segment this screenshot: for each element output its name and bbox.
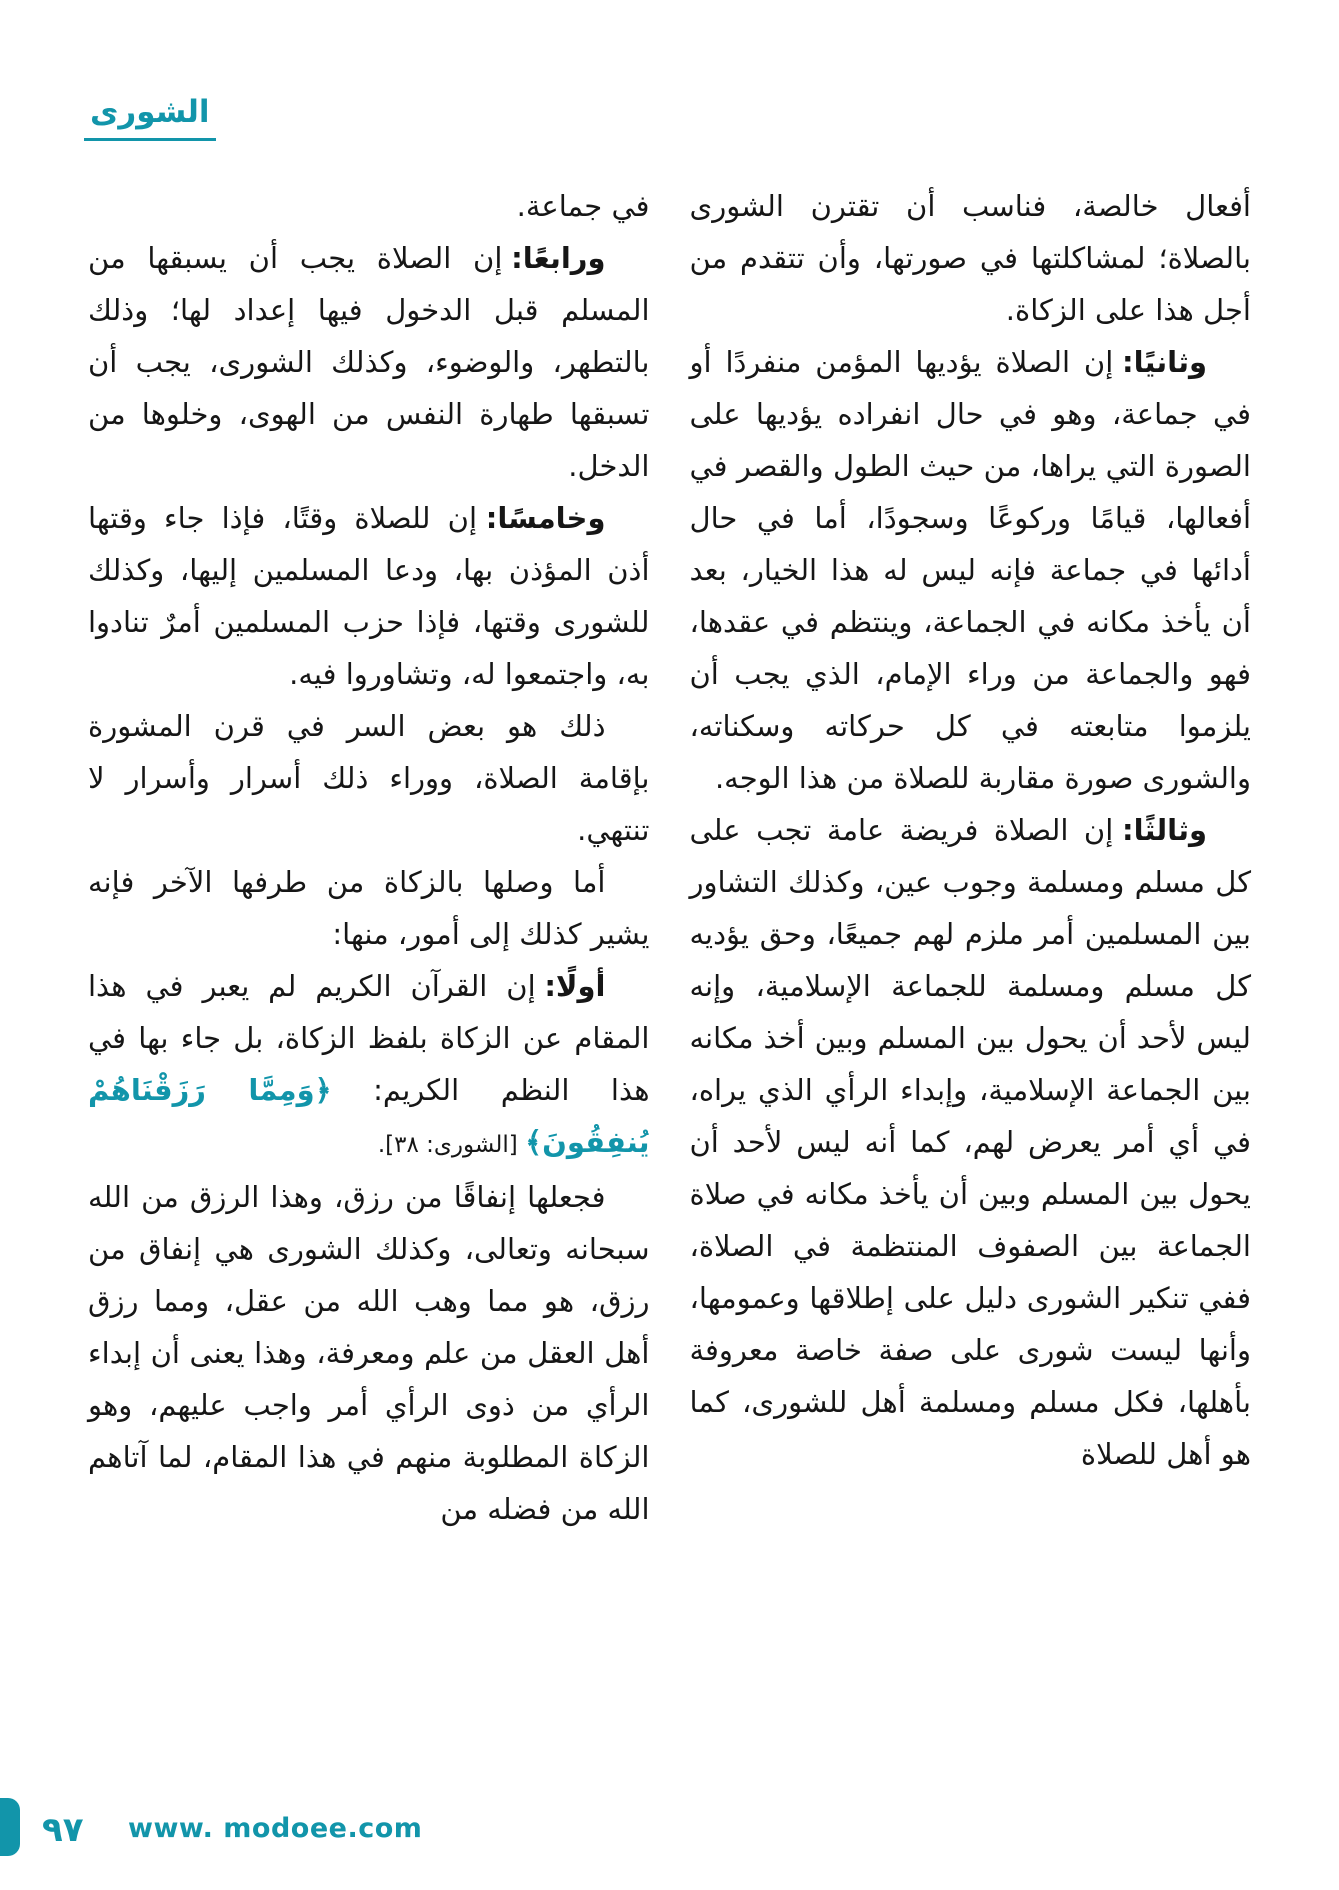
paragraph-text: إن الصلاة يجب أن يسبقها من المسلم قبل الدخول فيها إعداد لها؛ وذلك بالتطهر، والوضوء، وكذلك الشورى، يجب أن تسبقها طهارة النفس من الهوى، وخلوها من الدخل. <box>88 241 650 483</box>
paragraph <box>88 960 650 1171</box>
paragraph <box>88 1171 650 1535</box>
page-body <box>88 180 1251 1535</box>
paragraph-lead: وثالثًا: <box>1121 813 1207 847</box>
column-right <box>690 180 1252 1535</box>
footer-accent-bar <box>0 1798 20 1856</box>
website-url: www. modoee.com <box>128 1813 423 1844</box>
paragraph-text: فجعلها إنفاقًا من رزق، وهذا الرزق من الله سبحانه وتعالى، وكذلك الشورى هي إنفاق من رزق، هو مما وهب الله من عقل، ومما رزق أهل العقل من علم ومعرفة، وهذا يعنى أن إبداء الرأي من ذوى الرأي أمر واجب عليهم، وهو الزكاة المطلوبة منهم في هذا المقام، لما آتاهم الله من فضله من <box>88 1180 650 1526</box>
paragraph <box>690 804 1252 1480</box>
paragraph-text: إن القرآن الكريم لم يعبر في هذا المقام عن الزكاة بلفظ الزكاة، بل جاء بها في هذا النظم الكريم: <box>88 969 650 1107</box>
paragraph-lead: وثانيًا: <box>1121 345 1207 379</box>
paragraph-lead: أولًا: <box>544 969 606 1003</box>
paragraph-text: أما وصلها بالزكاة من طرفها الآخر فإنه يشير كذلك إلى أمور، منها: <box>88 865 650 951</box>
paragraph <box>690 180 1252 336</box>
paragraph-text: إن الصلاة فريضة عامة تجب على كل مسلم ومسلمة وجوب عين، وكذلك التشاور بين المسلمين أمر ملزم لهم جميعًا، وحق يؤديه كل مسلم ومسلمة للجماعة الإسلامية، وإنه ليس لأحد أن يحول بين المسلم وبين أخذ مكانه بين الجماعة الإسلامية، وإبداء الرأي الذي يراه، في أي أمر يعرض لهم، كما أنه ليس لأحد أن يحول بين المسلم وبين أن يأخذ مكانه في صلاة الجماعة بين الصفوف المنتظمة في الصلاة، ففي تنكير الشورى دليل على إطلاقها وعمومها، وأنها ليست شورى على صفة خاصة معروفة بأهلها، فكل مسلم ومسلمة أهل للشورى، كما هو أهل للصلاة <box>689 813 1251 1471</box>
paragraph <box>690 336 1252 804</box>
paragraph <box>88 180 650 232</box>
verse-reference: [الشورى: ٣٨]. <box>377 1132 526 1158</box>
column-left <box>88 180 650 1535</box>
paragraph-lead: وخامسًا: <box>485 501 606 535</box>
quran-verse: ﴿وَمِمَّا رَزَقْنَاهُمْ يُنفِقُونَ﴾ <box>88 1073 650 1159</box>
paragraph <box>88 700 650 856</box>
paragraph-text: ذلك هو بعض السر في قرن المشورة بإقامة الصلاة، ووراء ذلك أسرار وأسرار لا تنتهي. <box>88 709 650 847</box>
paragraph <box>88 492 650 700</box>
paragraph-text: أفعال خالصة، فناسب أن تقترن الشورى بالصلاة؛ لمشاكلتها في صورتها، وأن تتقدم من أجل هذا على الزكاة. <box>689 189 1251 327</box>
page-number: ٩٧ <box>42 1810 84 1850</box>
paragraph-text: إن للصلاة وقتًا، فإذا جاء وقتها أذن المؤذن بها، ودعا المسلمين إليها، وكذلك للشورى وقتها، فإذا حزب المسلمين أمرٌ تنادوا به، واجتمعوا له، وتشاوروا فيه. <box>88 501 650 691</box>
paragraph <box>88 232 650 492</box>
paragraph-lead: ورابعًا: <box>511 241 606 275</box>
paragraph-text: إن الصلاة يؤديها المؤمن منفردًا أو في جماعة، وهو في حال انفراده يؤديها على الصورة التي يراها، من حيث الطول والقصر في أفعالها، قيامًا وركوعًا وسجودًا، أما في حال أدائها في جماعة فإنه ليس له هذا الخيار، بعد أن يأخذ مكانه في الجماعة، وينتظم في عقدها، فهو والجماعة من وراء الإمام، الذي يجب أن يلزموا متابعته في كل حركاته وسكناته، والشورى صورة مقاربة للصلاة من هذا الوجه. <box>689 345 1251 795</box>
paragraph-text: في جماعة. <box>516 189 650 223</box>
running-head-title: الشورى <box>84 94 216 141</box>
paragraph <box>88 856 650 960</box>
